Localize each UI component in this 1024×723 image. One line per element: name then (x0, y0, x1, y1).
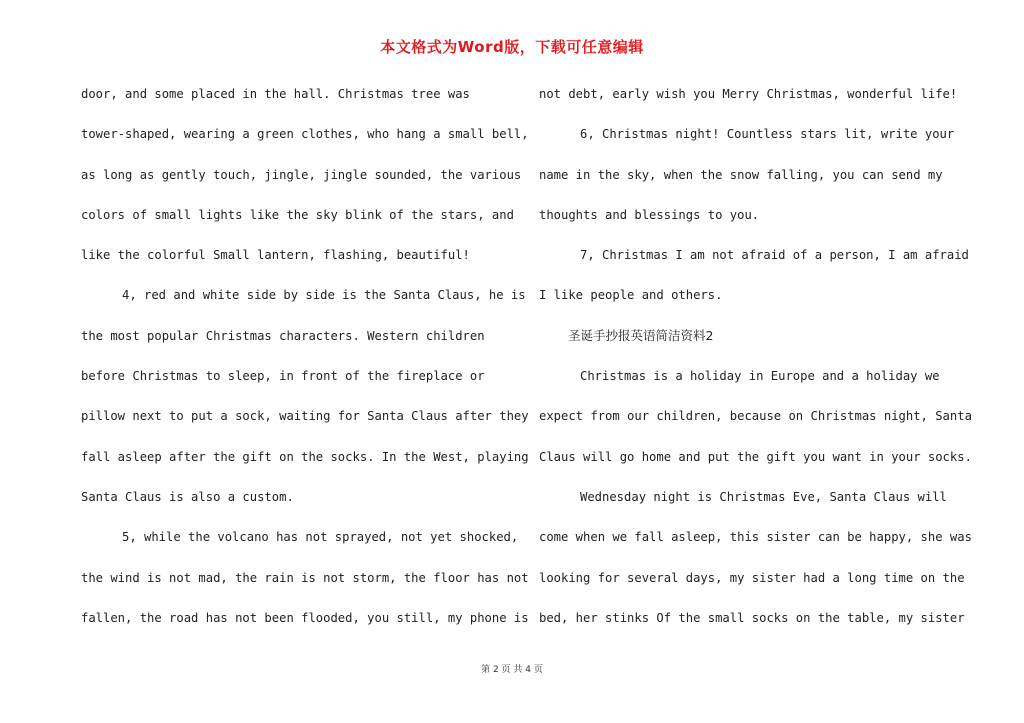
left-text-column (81, 82, 529, 646)
text-line: come when we fall asleep, this sister can be happy, she was (539, 530, 972, 545)
section-heading: 圣诞手抄报英语简洁资料2 (568, 327, 714, 343)
text-line: the wind is not mad, the rain is not storm, the floor has not (81, 570, 529, 585)
text-line: colors of small lights like the sky blink of the stars, and (81, 207, 514, 222)
paragraph-start-line: Wednesday night is Christmas Eve, Santa Claus will (580, 489, 947, 504)
text-line: the most popular Christmas characters. Western children (81, 328, 485, 343)
text-line: fallen, the road has not been flooded, you still, my phone is (81, 610, 529, 625)
text-line: expect from our children, because on Christmas night, Santa (539, 409, 972, 424)
paragraph-start-line: 4, red and white side by side is the Santa Claus, he is (122, 288, 526, 303)
right-text-column (539, 82, 972, 646)
text-line: pillow next to put a sock, waiting for Santa Claus after they (81, 409, 529, 424)
paragraph-start-line: Christmas is a holiday in Europe and a holiday we (580, 369, 940, 384)
text-line: before Christmas to sleep, in front of the fireplace or (81, 369, 485, 384)
text-line: not debt, early wish you Merry Christmas, wonderful life! (539, 87, 958, 101)
text-line: door, and some placed in the hall. Christmas tree was (81, 87, 470, 101)
text-line: fall asleep after the gift on the socks. In the West, playing (81, 449, 529, 464)
text-line: Claus will go home and put the gift you want in your socks. (539, 449, 972, 464)
document-banner: 本文格式为Word版，下载可任意编辑 (380, 38, 644, 56)
paragraph-start-line: 5, while the volcano has not sprayed, not yet shocked, (122, 530, 519, 545)
text-line: I like people and others. (539, 288, 723, 303)
text-line: looking for several days, my sister had a long time on the (539, 570, 965, 585)
text-line: as long as gently touch, jingle, jingle sounded, the various (81, 167, 522, 182)
paragraph-start-line: 7, Christmas I am not afraid of a person, I am afraid (580, 248, 969, 263)
text-line: bed, her stinks Of the small socks on the table, my sister (539, 610, 965, 625)
text-line: name in the sky, when the snow falling, you can send my (539, 167, 943, 182)
text-line: like the colorful Small lantern, flashing, beautiful! (81, 248, 470, 263)
text-line: Santa Claus is also a custom. (81, 489, 294, 504)
text-line: tower-shaped, wearing a green clothes, who hang a small bell, (81, 127, 529, 142)
text-line: thoughts and blessings to you. (539, 207, 760, 222)
page-number-footer: 第 2 页 共 4 页 (481, 665, 543, 675)
paragraph-start-line: 6, Christmas night! Countless stars lit, write your (580, 127, 955, 142)
